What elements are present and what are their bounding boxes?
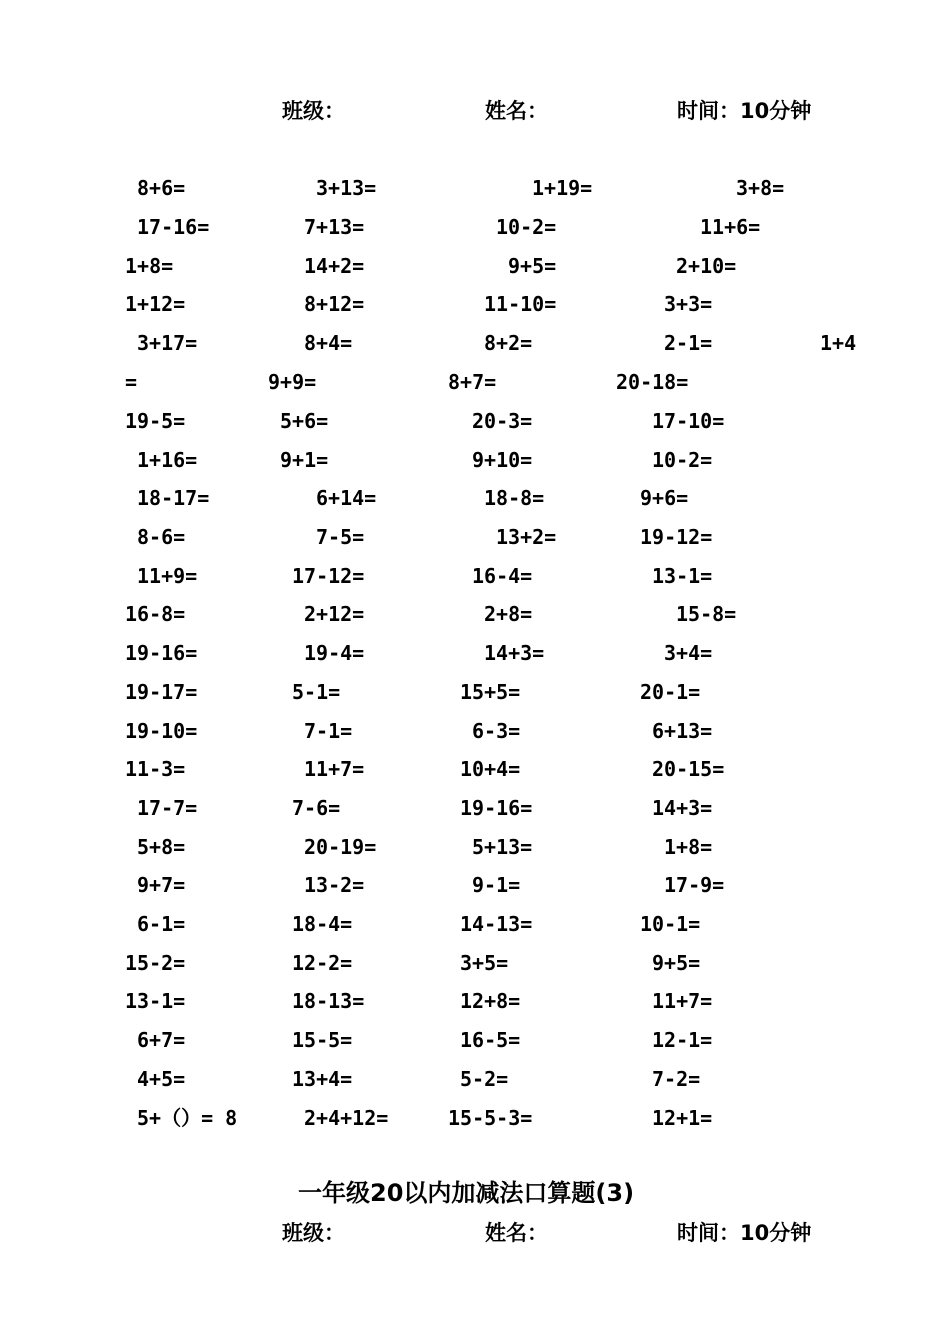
problem: 19-12= — [640, 525, 713, 549]
time-label-2: 时间：10分钟 — [677, 1221, 812, 1245]
problem: 17-16= — [137, 215, 210, 239]
problem: 9+6= — [640, 486, 689, 510]
problem: 7-6= — [292, 796, 341, 820]
problem: 17-7= — [137, 796, 198, 820]
problem: 2+4+12= — [304, 1106, 389, 1130]
problem: 18-17= — [137, 486, 210, 510]
problem: 9+1= — [280, 448, 329, 472]
problem: 15-5= — [292, 1028, 353, 1052]
problem: 5+13= — [472, 835, 533, 859]
problem: 12-2= — [292, 951, 353, 975]
problem: 1+12= — [125, 292, 186, 316]
problem: 5+8= — [137, 835, 186, 859]
problem: 6+14= — [316, 486, 377, 510]
problem: 20-15= — [652, 757, 725, 781]
problem: 9+7= — [137, 873, 186, 897]
problem: 1+8= — [664, 835, 713, 859]
problem: = — [125, 370, 138, 394]
problem: 13+2= — [496, 525, 557, 549]
problem: 6-1= — [137, 912, 186, 936]
problem: 19-5= — [125, 409, 186, 433]
problem: 13+4= — [292, 1067, 353, 1091]
problem: 20-3= — [472, 409, 533, 433]
problem: 8+7= — [448, 370, 497, 394]
class-label: 班级： — [282, 99, 345, 123]
problem: 10+4= — [460, 757, 521, 781]
class-label-2: 班级： — [282, 1221, 345, 1245]
problem: 8+12= — [304, 292, 365, 316]
problem: 1+4 — [820, 331, 857, 355]
problem: 3+4= — [664, 641, 713, 665]
problem: 1+19= — [532, 176, 593, 200]
problem: 1+16= — [137, 448, 198, 472]
problem: 11+9= — [137, 564, 198, 588]
problem: 11-3= — [125, 757, 186, 781]
problem: 19-10= — [125, 719, 198, 743]
problem: 19-17= — [125, 680, 198, 704]
problem: 3+13= — [316, 176, 377, 200]
problem: 20-18= — [616, 370, 689, 394]
problem: 8-6= — [137, 525, 186, 549]
problem: 9-1= — [472, 873, 521, 897]
name-label-2: 姓名： — [485, 1221, 548, 1245]
problem: 10-2= — [496, 215, 557, 239]
problem: 18-13= — [292, 989, 365, 1013]
problem: 18-4= — [292, 912, 353, 936]
problem: 6-3= — [472, 719, 521, 743]
problem: 8+4= — [304, 331, 353, 355]
problem: 15-5-3= — [448, 1106, 533, 1130]
problem: 12-1= — [652, 1028, 713, 1052]
name-label: 姓名： — [485, 99, 548, 123]
problem: 3+3= — [664, 292, 713, 316]
problem: 16-5= — [460, 1028, 521, 1052]
problem: 14-13= — [460, 912, 533, 936]
problem: 5-1= — [292, 680, 341, 704]
problem: 13-1= — [652, 564, 713, 588]
problem: 10-1= — [640, 912, 701, 936]
problem: 9+10= — [472, 448, 533, 472]
problem: 12+1= — [652, 1106, 713, 1130]
problem: 19-16= — [460, 796, 533, 820]
problem: 7-5= — [316, 525, 365, 549]
problem: 13-1= — [125, 989, 186, 1013]
problem: 14+3= — [652, 796, 713, 820]
problem: 15-8= — [676, 602, 737, 626]
problem: 17-12= — [292, 564, 365, 588]
problem: 19-16= — [125, 641, 198, 665]
problem: 14+3= — [484, 641, 545, 665]
problem: 7+13= — [304, 215, 365, 239]
problem: 11+6= — [700, 215, 761, 239]
problem: 4+5= — [137, 1067, 186, 1091]
problem: 20-1= — [640, 680, 701, 704]
problem: 19-4= — [304, 641, 365, 665]
problem: 1+8= — [125, 254, 174, 278]
problem: 2-1= — [664, 331, 713, 355]
problem: 9+5= — [652, 951, 701, 975]
problem: 9+9= — [268, 370, 317, 394]
problem: 16-8= — [125, 602, 186, 626]
problem: 18-8= — [484, 486, 545, 510]
problem: 9+5= — [508, 254, 557, 278]
problem: 16-4= — [472, 564, 533, 588]
problem: 6+7= — [137, 1028, 186, 1052]
problem: 10-2= — [652, 448, 713, 472]
problem: 14+2= — [304, 254, 365, 278]
problem: 5-2= — [460, 1067, 509, 1091]
problem: 7-1= — [304, 719, 353, 743]
problem: 13-2= — [304, 873, 365, 897]
problem: 3+8= — [736, 176, 785, 200]
problem: 2+10= — [676, 254, 737, 278]
problem: 11+7= — [304, 757, 365, 781]
problem: 2+12= — [304, 602, 365, 626]
problem: 5+6= — [280, 409, 329, 433]
problem: 15-2= — [125, 951, 186, 975]
problem: 11+7= — [652, 989, 713, 1013]
problem: 8+2= — [484, 331, 533, 355]
problem: 15+5= — [460, 680, 521, 704]
problem: 5+（）= 8 — [137, 1106, 238, 1130]
problem: 11-10= — [484, 292, 557, 316]
problem: 17-9= — [664, 873, 725, 897]
problem: 3+5= — [460, 951, 509, 975]
time-label: 时间：10分钟 — [677, 99, 812, 123]
problem: 6+13= — [652, 719, 713, 743]
problem: 12+8= — [460, 989, 521, 1013]
problem: 8+6= — [137, 176, 186, 200]
problem: 7-2= — [652, 1067, 701, 1091]
problem: 3+17= — [137, 331, 198, 355]
problem: 17-10= — [652, 409, 725, 433]
worksheet-title: 一年级20以内加减法口算题(3) — [298, 1179, 635, 1207]
problem: 20-19= — [304, 835, 377, 859]
problem: 2+8= — [484, 602, 533, 626]
